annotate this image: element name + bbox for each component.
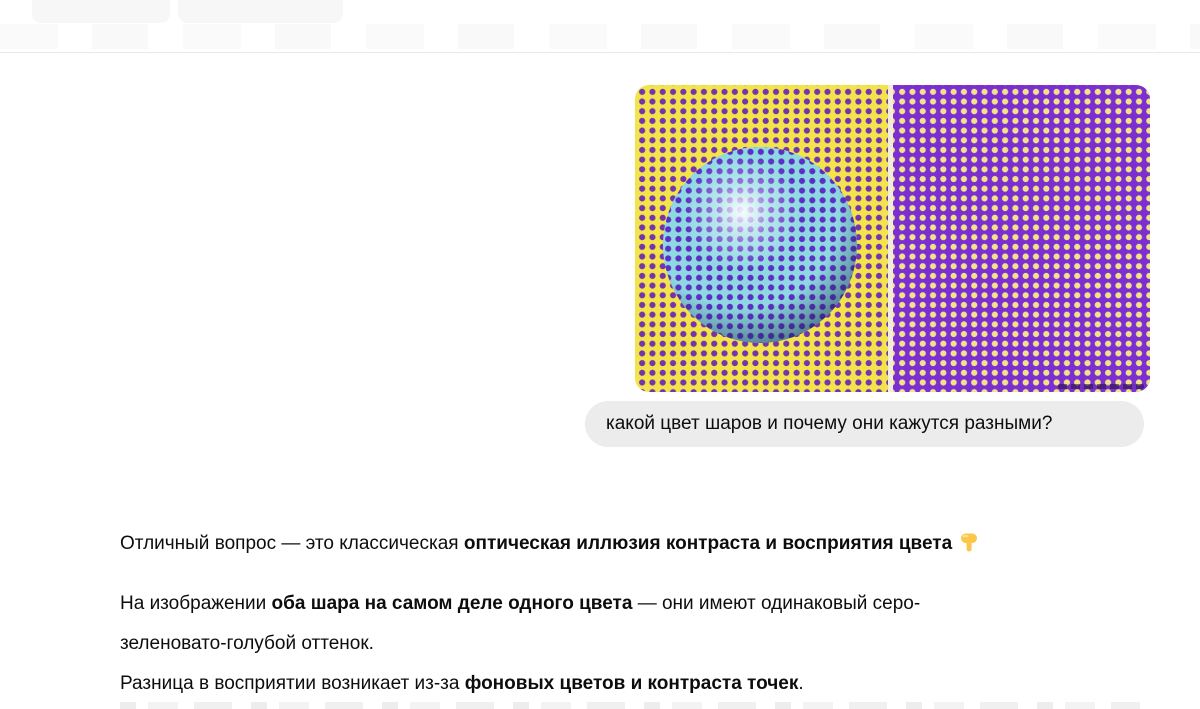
- assistant-message: [120, 524, 1134, 704]
- assistant-text: Отличный вопрос — это классическая: [120, 533, 464, 554]
- illusion-right-panel: [893, 85, 1150, 392]
- user-message-text: какой цвет шаров и почему они кажутся разными?: [606, 413, 1053, 434]
- user-message-bubble: [585, 401, 1144, 447]
- assistant-text: На изображении: [120, 593, 272, 614]
- header-watermark-band: [0, 24, 1200, 49]
- header-control-placeholder[interactable]: [178, 0, 343, 23]
- assistant-text: Разница в восприятии возникает из-за: [120, 673, 465, 694]
- illusion-left-panel: [635, 85, 888, 392]
- assistant-bold-phrase: оптическая иллюзия контраста и восприятия цвета: [463, 533, 953, 554]
- model-selector-placeholder[interactable]: [32, 0, 170, 23]
- assistant-bold-phrase: оба шара на самом деле одного цвета: [271, 593, 633, 614]
- assistant-paragraph-1: [120, 524, 1134, 564]
- image-watermark: [1058, 384, 1144, 389]
- assistant-paragraph-2: [120, 584, 1134, 704]
- user-attachment-image[interactable]: [635, 85, 1150, 392]
- point-down-emoji: [958, 531, 980, 553]
- assistant-text: зеленовато-голубой оттенок.: [120, 633, 374, 654]
- header-divider: [0, 52, 1200, 53]
- clipped-text-line: [120, 702, 1140, 709]
- assistant-text: .: [798, 673, 804, 694]
- illusion-left-sphere: [663, 147, 857, 343]
- assistant-bold-phrase: фоновых цветов и контраста точек: [464, 673, 799, 694]
- assistant-text: — они имеют одинаковый серо-: [632, 593, 921, 614]
